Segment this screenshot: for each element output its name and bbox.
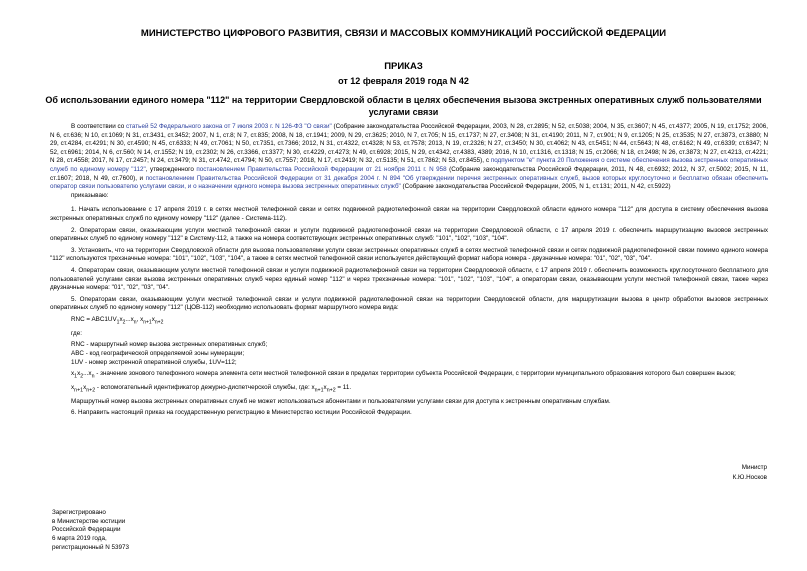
registration-line-2: в Министерстве юстиции bbox=[52, 517, 126, 525]
doc-type-heading: ПРИКАЗ bbox=[384, 61, 423, 72]
date-number-heading: от 12 февраля 2019 года N 42 bbox=[338, 76, 469, 86]
resolution-894-link[interactable]: постановлением Правительства Российской Федерации от 31 декабря 2004 г. N 894 "Об утверждении перечня экстренных оперативных служб, вызов которых круглосуточно и бесплатно обязан обеспечить оператор связи пользователю услугами связи, и о назначении единого номера вызова экстренных оперативных служб" bbox=[50, 174, 768, 191]
document-title: Об использовании единого номера "112" на территории Свердловской области в целях обеспечения вызова экстренных оперативных служб пользователями услугами связи bbox=[45, 95, 762, 117]
definition-abc: ABC - код географической определяемой зоны нумерации; bbox=[71, 349, 245, 357]
definition-rnc: RNC - маршрутный номер вызова экстренных оперативных служб; bbox=[71, 341, 268, 349]
regulation-subclause-link[interactable]: подпунктом "е" пункта 20 Положения о системе обеспечения вызова экстренных оперативных служб по единому номеру "112" bbox=[50, 157, 768, 173]
item-2: 2. Операторам связи, оказывающим услуги местной телефонной связи и услуги подвижной радиотелефонной связи на территории Свердловской области, с 17 апреля 2019 г. обеспечить маршрутизацию вызовов экстренных оперативных служб по единому номеру "112" в Систему-112, а также на номера соответствующих экстренных оперативных служб: "101", "102", "103", "104". bbox=[50, 226, 768, 243]
preamble-text-4: (Собрание законодательства Российской Федерации, 2011, N 48, ст.6932; 2012, N 37, ст.5002; 2015, N 11, ст.1607; 2018, N 49, ст.7600), и bbox=[50, 165, 769, 182]
signature-position: Министр bbox=[741, 464, 767, 471]
order-word: приказываю: bbox=[71, 191, 109, 199]
item-1: 1. Начать использование с 17 апреля 2019 г. в сетях местной телефонной связи и сетях подвижной радиотелефонной связи на территории Свердловской области единого номера "112" для доступа в систему обеспечения вызова экстренных оперативных служб по единому номеру "112" (далее - Система-112). bbox=[50, 206, 768, 222]
registration-line-4: 6 марта 2019 года, bbox=[52, 535, 107, 543]
item-6: 6. Направить настоящий приказ на государственную регистрацию в Министерство юстиции Российской Федерации. bbox=[71, 409, 412, 417]
where-label: где: bbox=[71, 329, 82, 337]
item-3: 3. Установить, что на территории Свердловской области для вызова пользователями услуги связи экстренных оперативных служб в сетях местной телефонной связи и сетях подвижной радиотелефонной связи помимо единого номера "112" используются трехзначные номера: "101", "102", "103", "104", а также в сетях местной телефонной связи используется действующий формат набора номера - двузначные номера: "01", "02", "03", "04". bbox=[50, 246, 768, 263]
registration-line-1: Зарегистрировано bbox=[52, 509, 106, 516]
signature-name: К.Ю.Носков bbox=[732, 474, 767, 481]
law-126fz-link[interactable]: статьей 52 Федерального закона от 7 июля 2003 г. N 126-ФЗ "О связи" bbox=[125, 123, 332, 130]
preamble-text-5: (Собрание законодательства Российской Федерации, 2005, N 1, ст.131; 2011, N 42, ст.5922) bbox=[400, 183, 671, 191]
registration-line-5: регистрационный N 53973 bbox=[52, 543, 130, 551]
registration-block bbox=[52, 509, 129, 553]
routing-number-note: Маршрутный номер вызова экстренных оперативных служб не может использоваться абонентами и пользователями услугами связи для доступа к экстренным оперативным службам. bbox=[71, 397, 611, 405]
preamble-text-2: (Собрание законодательства Российской Федерации, 2003, N 28, ст.2895; N 52, ст.5038; 2004, N 35, ст.3607; N 45, ст.4377; 2005, N 19, ст.1752; 2006, N 6, ст.636; N 10, ст.1069; N 31, ст.3431, ст.3452; 2007, N 1, ст.8; N 7, ст.835; 2008, N 18, ст.1941; 2009, N 29, ст.3625; 2010, N 7, ст.705; N 15, ст.1737; N 27, ст.3408; N 31, ст.4190; 2011, N 7, ст.901; N 9, ст.1205; N 25, ст.3535; N 27, ст.3873, ст.3880; N 29, ст.4284, ст.4291; N 30, ст.4590; N 45, ст.6333; N 49, ст.7061; N 50, ст.7351, ст.7366; 2012, N 31, ст.4322, ст.4328; N 53, ст.7578; 2013, N 19, ст.2326; N 27, ст.3450; N 30, ст.4062; N 43, ст.5451; N 44, ст.5643; N 48, ст.6162; N 49, ст.6339; ст.6347; N 52, ст.6961; 2014, N 6, ст.560; N 14, ст.1552; N 19, ст.2302; N 26, ст.3366, ст.3377; N 30, ст.4229, ст.4273; N 49, ст.6928; 2015, N 29, ст.4342, ст.4383, 4389; 2016, N 10, ст.1316, ст.1318; N 15, ст.2066; N 18, ст.2498; N 26, ст.3873; N 27, ст.4213, ст.4221; N 28, ст.4558; 2017, N 17, ст.2457; N 24, ст.3479; N 31, ст.4742, ст.4794; N 50, ст.7557; 2018, N 17, ст.2419; N 32, ст.5135; N 51, ст.7862; N 53, ст.8455), с bbox=[50, 123, 769, 165]
registration-line-3: Российской Федерации bbox=[52, 526, 121, 534]
ministry-heading: МИНИСТЕРСТВО ЦИФРОВОГО РАЗВИТИЯ, СВЯЗИ И МАССОВЫХ КОММУНИКАЦИЙ РОССИЙСКОЙ ФЕДЕРАЦИИ bbox=[140, 28, 667, 39]
definition-1uv: 1UV - номер экстренной оперативной службы, 1UV=112; bbox=[71, 358, 237, 366]
routing-number-formula: RNC = $ABC1UV_1x_2...x_n$, $x_{n+1}x_{n+2}$ bbox=[71, 315, 164, 326]
item-5: 5. Операторам связи, оказывающим услуги местной телефонной связи и услуги подвижной радиотелефонной связи на территории Свердловской области, для маршрутизации вызова в центр обработки вызовов экстренных оперативных служб по единому номеру "112" (ЦОВ-112) необходимо использовать формат маршрутного номера вида: bbox=[50, 295, 768, 312]
definition-x-digits: $x_1x_2...x_n$ - значение зонового телефонного номера элемента сети местной телефонной связи в пределах территории субъекта Российской Федерации, с территории муниципального образования которого был совершен вызов; bbox=[71, 370, 736, 380]
definition-dispatch-id: $x_{n+1}x_{n+2}$ - вспомогательный идентификатор дежурно-диспетчерской службы, где: $x_{n+1}x_{n+2} = 11$. bbox=[71, 383, 352, 394]
preamble-text-3: , утвержденного bbox=[145, 165, 197, 173]
item-4: 4. Операторам связи, оказывающим услуги местной телефонной связи и услуги подвижной радиотелефонной связи на территории Свердловской области, с 17 апреля 2019 г. обеспечить возможность круглосуточного бесплатного для пользователей услугами связи вызова экстренных оперативных служб через единый номер "112" и через трехзначные номера: "101", "102", "103", "104", а операторам связи, оказывающим услуги местной телефонной связи, также через двузначные номера: "01", "02", "03", "04". bbox=[50, 266, 768, 292]
document-body bbox=[50, 123, 768, 418]
preamble-text-1: В соответствии со bbox=[71, 123, 126, 130]
resolution-958-link[interactable]: постановлением Правительства Российской Федерации от 21 ноября 2011 г. N 958 bbox=[196, 165, 447, 173]
preamble-paragraph bbox=[50, 123, 768, 192]
